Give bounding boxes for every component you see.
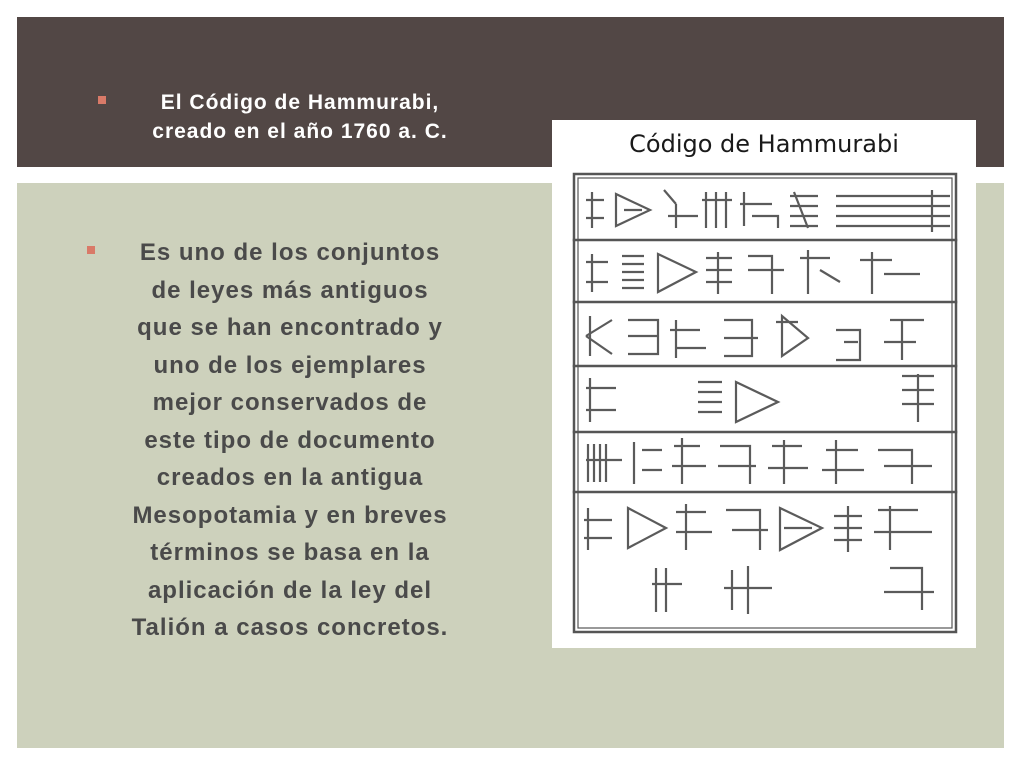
body-paragraph: [85, 234, 495, 647]
paragraph-line: este tipo de documento: [144, 426, 436, 454]
paragraph-line: Mesopotamia y en breves: [132, 501, 448, 529]
paragraph-line: de leyes más antiguos: [151, 276, 429, 304]
bullet-square-icon: [98, 96, 106, 104]
paragraph-line: términos se basa en la: [150, 539, 430, 566]
title-line: El Código de Hammurabi,: [160, 91, 440, 114]
paragraph-line: uno de los ejemplares: [153, 351, 427, 379]
paragraph-line: Talión a casos concretos.: [131, 614, 449, 641]
bullet-square-icon: [87, 246, 95, 254]
paragraph-line: Es uno de los conjuntos: [139, 239, 441, 266]
cuneiform-tablet-icon: [572, 170, 960, 636]
paragraph-line: que se han encontrado y: [137, 314, 443, 341]
slide-title: [90, 88, 510, 146]
paragraph-line: creados en la antigua: [156, 464, 424, 491]
paragraph-line: mejor conservados de: [152, 389, 428, 416]
title-line: creado en el año 1760 a. C.: [152, 120, 448, 143]
paragraph-line: aplicación de la ley del: [147, 576, 433, 604]
hammurabi-figure: [552, 120, 976, 648]
figure-title: Código de Hammurabi: [629, 130, 899, 158]
